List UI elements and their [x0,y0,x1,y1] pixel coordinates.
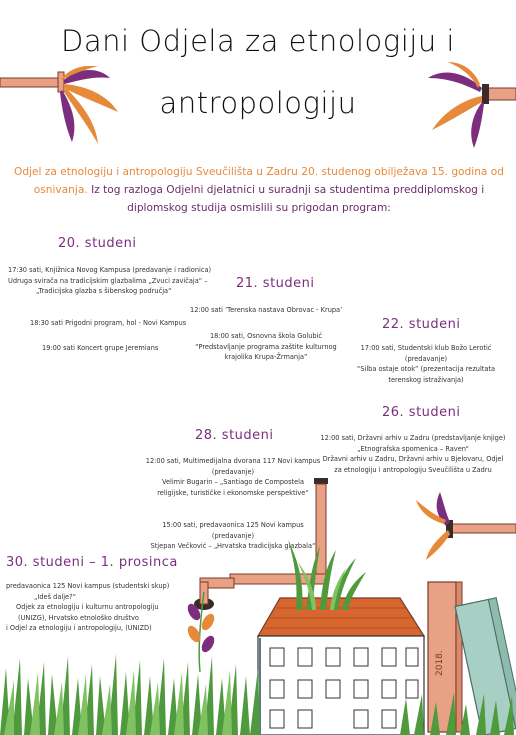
right-vertical-pipe-illustration [410,490,516,560]
left-pipe-flower-illustration [0,66,130,146]
event-block-22-1 [346,343,506,385]
event-line: za etnologiju i antropologiju Sveučilišta u Zadru [334,465,492,474]
day-heading-30: 30. studeni – 1. prosinca [6,555,178,570]
event-line: Stjepan Večković – „Hrvatska tradicijska glazbala“ [150,542,316,550]
event-line: krajolika Krupa-Žrmanja” [224,353,308,361]
day-heading-20: 20. studeni [58,236,137,251]
day-heading-21: 21. studeni [236,276,315,291]
event-line: “Silba ostaje otok” (prezentacija rezultata [356,365,496,373]
bottom-grass-illustration [0,648,260,735]
day-heading-26: 26. studeni [382,405,461,420]
day-heading-28: 28. studeni [195,428,274,443]
intro-accent-text: Odjel za etnologiju i antropologiju Sveučilišta u Zadru 20. studenog obilježava 15. godina od osnivanja. [14,166,504,196]
right-pipe-flower-illustration [418,62,516,148]
event-line: „Tradicijska glazba s šibenskog područja“ [36,287,172,295]
event-block-20-3: 19:00 sati Koncert grupe Jeremians [42,344,159,352]
event-line: Udruga svirača na tradicijskim glazbalima „Zvuci zavičaja“ – [8,276,208,285]
event-line: religijske, turističke i ekonomske perspektive“ [157,488,309,497]
event-line: 17:30 sati, Knjižnica Novog Kampusa (predavanje i radionica) [8,266,212,274]
event-line: 12:00 sati, Državni arhiv u Zadru (predstavljanje knjige) [320,434,506,442]
event-line: (UNIZG), Hrvatsko etnološko društvo [18,613,139,622]
event-line: 15:00 sati, predavaonica 125 Novi kampus [162,521,304,529]
event-block-21-2 [186,331,346,363]
right-grass-illustration [400,690,516,735]
event-line: 17:00 sati, Studentski klub Božo Lerotić (predavanje) [360,344,492,363]
event-block-21-1: 12:00 sati ‘Terenska nastava Obrovac - Krupa’ [190,306,343,314]
event-line: (predavanje) [211,531,255,540]
event-line: predavaonica 125 Novi kampus (studentski skup) [6,582,170,590]
intro-paragraph [14,163,504,217]
event-block-26-1 [318,433,508,475]
event-line: Odjek za etnologiju i kulturnu antropologiju [16,603,159,611]
event-line: terenskog istraživanja) [388,375,464,384]
event-line: “Predstavljanje programa zaštite kulturnog [195,342,337,351]
event-block-20-2: 18:30 sati Prigodni program, hol - Novi Kampus [30,319,187,327]
roof-grass-illustration [286,540,366,610]
event-line: „Ideš dalje?“ [34,592,76,601]
intro-text: Iz tog razloga Odjelni djelatnici u suradnji sa studentima preddiplomskog i diplomskog studija osmislili su prigodan program: [91,184,485,214]
poster-title-line2: antropologiju [159,86,357,120]
event-line: Državni arhiv u Zadru, Državni arhiv u Bjelovaru, Odjel [322,455,504,463]
poster-title-line1: Dani Odjela za etnologiju i [61,24,455,58]
event-line: Velimir Bugarin – „Santiago de Compostela [161,478,305,486]
event-line: i Odjel za etnologiju i antropologiju, (UNIZD) [6,624,152,632]
event-line: „Etnografska spomenica – Raven“ [357,444,469,453]
event-line: 12:00 sati, Multimedijalna dvorana 117 Novi kampus [145,457,321,465]
event-block-20-1 [8,265,218,297]
event-line: (predavanje) [211,467,255,476]
event-block-30-1 [6,581,186,634]
event-line: 18:00 sati, Osnovna škola Golubić [209,332,323,340]
day-heading-22: 22. studeni [382,317,461,332]
book-spine-year: 2018. [435,650,445,676]
